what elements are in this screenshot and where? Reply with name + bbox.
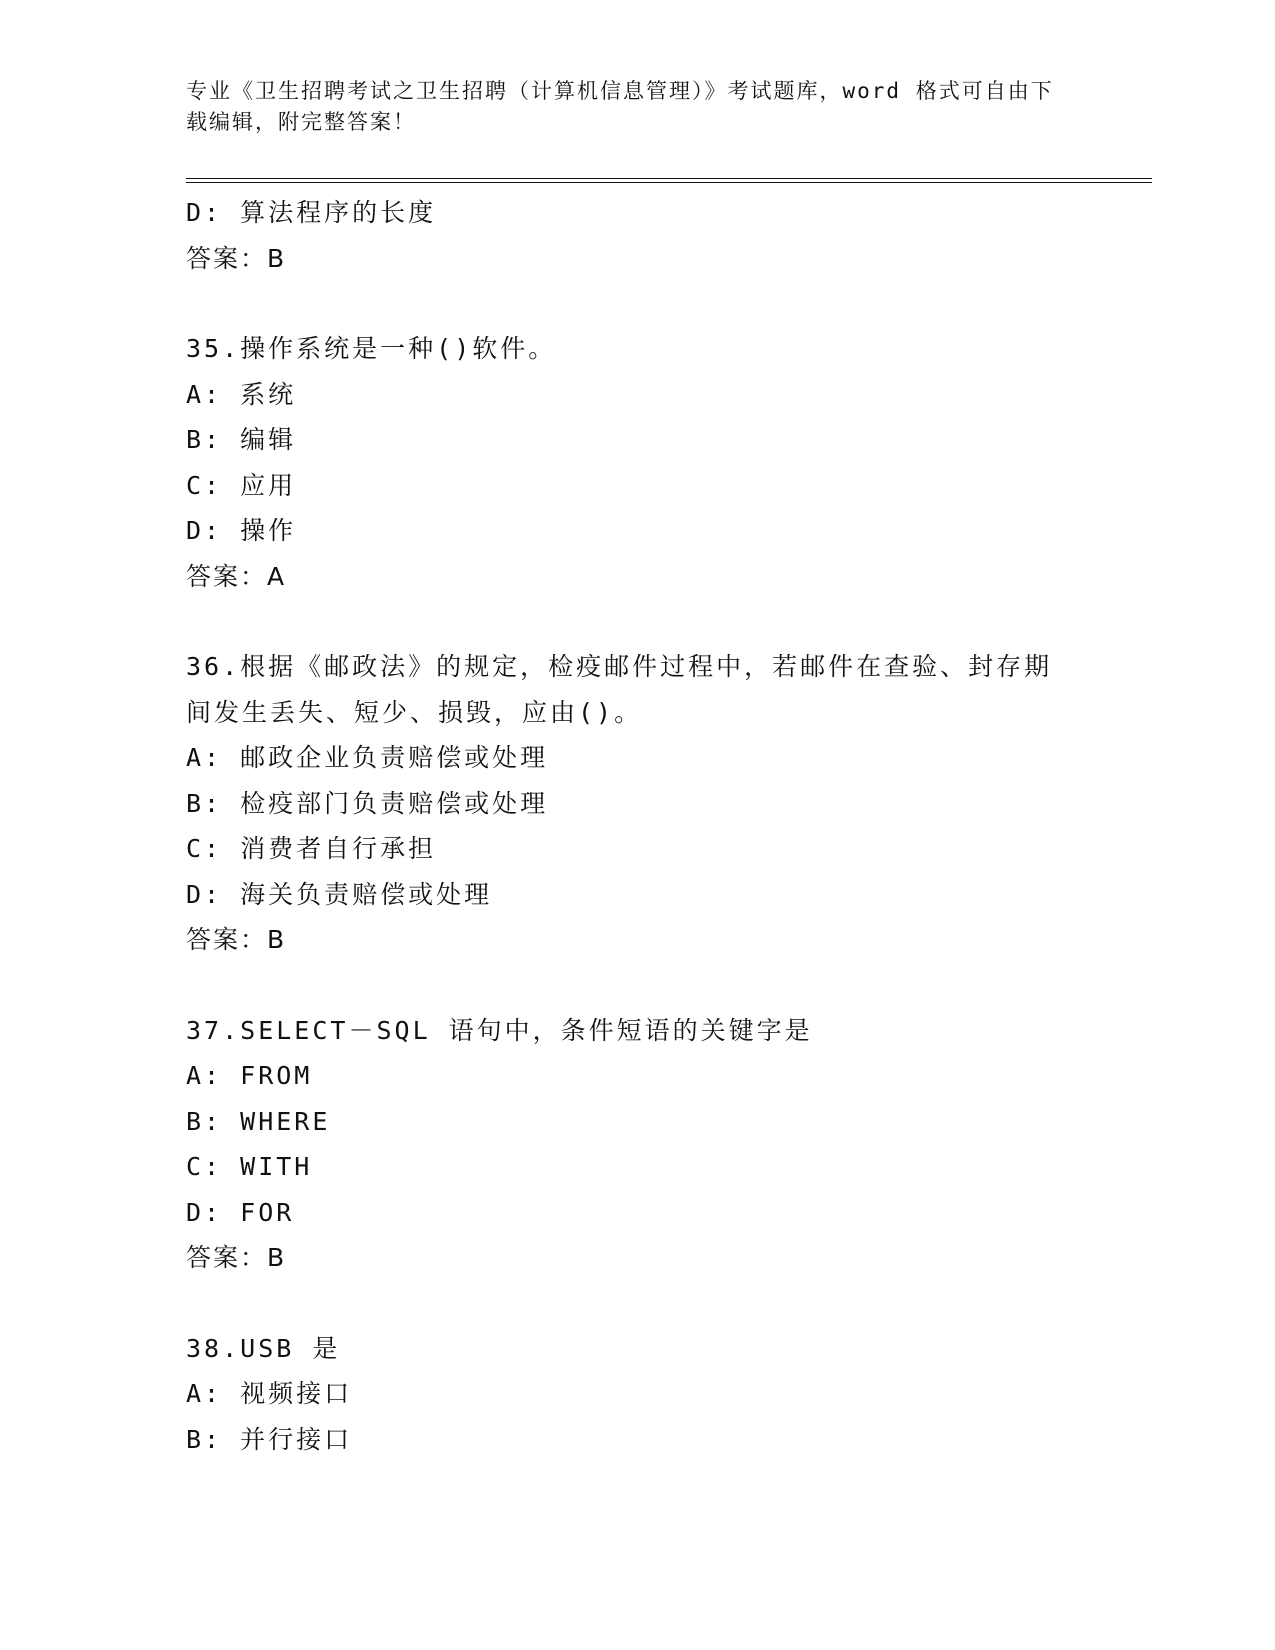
option-a: A: FROM — [186, 1061, 313, 1090]
answer-line: 答案：A — [186, 561, 287, 591]
header-text: 专业《卫生招聘考试之卫生招聘（计算机信息管理）》考试题库，word 格式可自由下载编辑，附完整答案！ — [186, 79, 1054, 134]
question-stem: 35.操作系统是一种()软件。 — [186, 334, 557, 363]
option-b: B: 编辑 — [186, 425, 297, 454]
header-divider — [186, 178, 1152, 183]
question-list — [186, 190, 1116, 1462]
question-stem: 37.SELECT－SQL 语句中，条件短语的关键字是 — [186, 1015, 813, 1045]
question-stem: 36.根据《邮政法》的规定，检疫邮件过程中，若邮件在查验、封存期 — [186, 652, 1053, 681]
question-38 — [186, 1326, 1116, 1463]
answer-line: 答案：B — [186, 925, 287, 954]
question-stem-continued: 间发生丢失、短少、损毁，应由()。 — [186, 697, 643, 727]
option-b: B: WHERE — [186, 1106, 331, 1136]
page-header — [186, 76, 1066, 138]
option-d: D: 操作 — [186, 516, 297, 545]
answer-line: 答案：B — [186, 1243, 287, 1272]
option-d: D: FOR — [186, 1197, 295, 1227]
option-a: A: 邮政企业负责赔偿或处理 — [186, 743, 549, 772]
option-d: D: 算法程序的长度 — [186, 198, 437, 227]
question-stem: 38.USB 是 — [186, 1333, 341, 1363]
option-b: B: 检疫部门负责赔偿或处理 — [186, 788, 549, 818]
option-c: C: WITH — [186, 1152, 313, 1181]
option-c: C: 消费者自行承担 — [186, 834, 437, 863]
question-35 — [186, 326, 1116, 599]
option-b: B: 并行接口 — [186, 1424, 353, 1454]
option-a: A: 系统 — [186, 379, 297, 409]
question-37 — [186, 1008, 1116, 1281]
option-d: D: 海关负责赔偿或处理 — [186, 879, 493, 909]
option-a: A: 视频接口 — [186, 1379, 353, 1408]
answer-line: 答案：B — [186, 243, 287, 273]
option-c: C: 应用 — [186, 470, 297, 500]
question-36 — [186, 644, 1116, 963]
